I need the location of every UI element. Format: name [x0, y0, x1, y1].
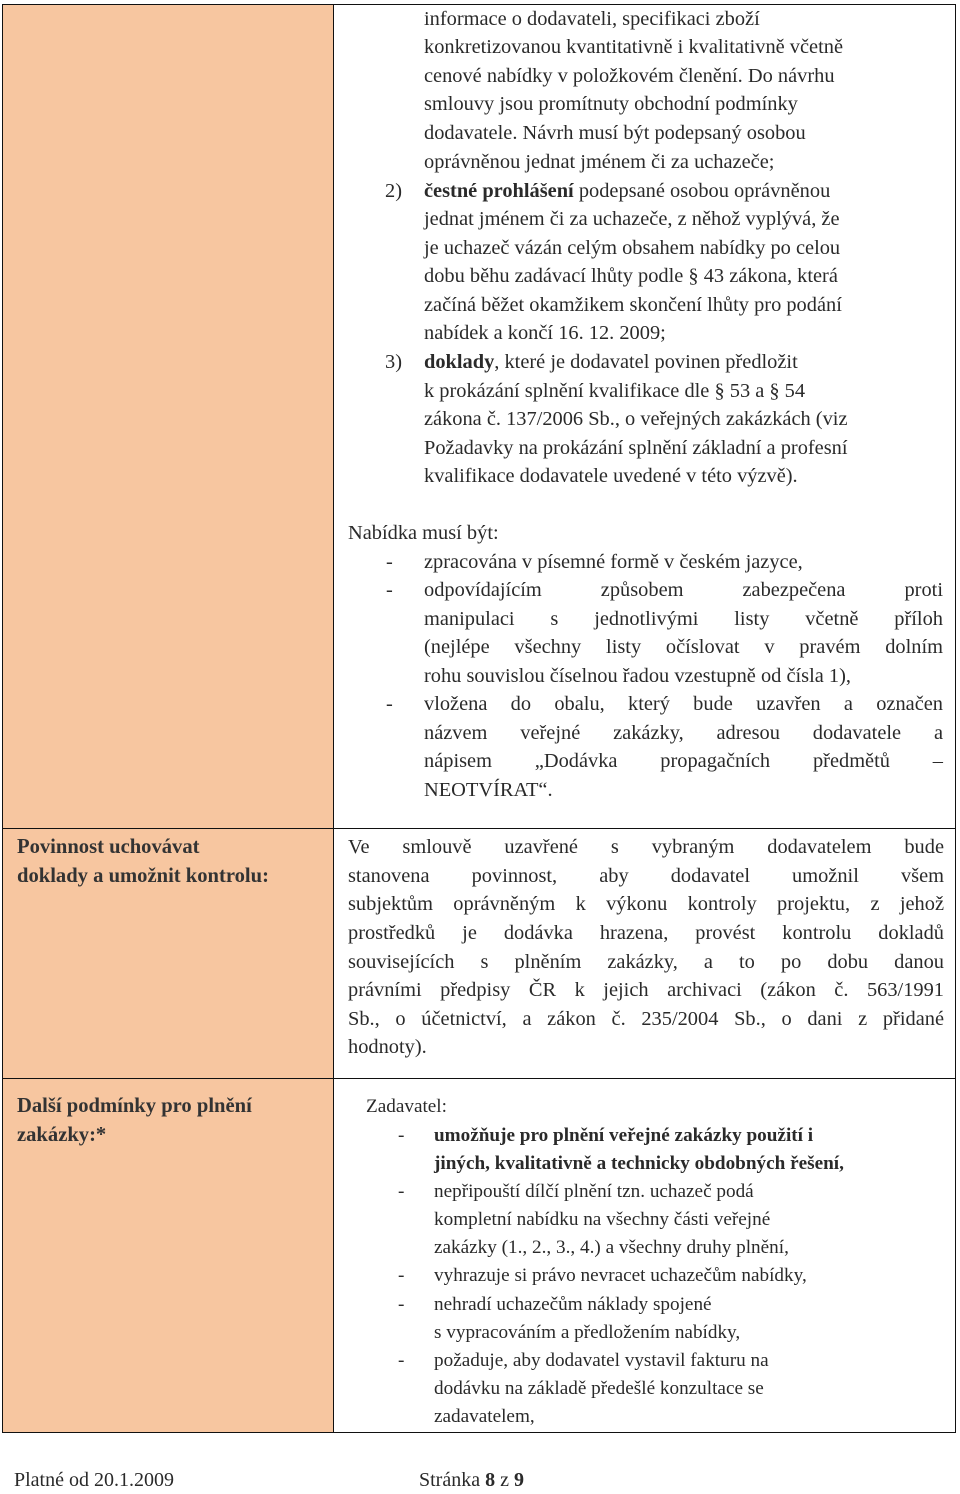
conditions-item-5-line-2: dodávku na základě předešlé konzultace se	[434, 1378, 764, 1399]
inspection-line: souvisejících s plněním zakázky, a to po dobu danou	[348, 951, 944, 973]
section-other-conditions-label-cell	[2, 1079, 334, 1432]
offer-item-2-line-4: rohu souvislou číselnou řadou vzestupně od čísla 1),	[424, 665, 851, 687]
item3-line-4: Požadavky na prokázání splnění základní a profesní	[424, 437, 848, 459]
conditions-item-2-line-2: kompletní nabídku na všechny části veřejné	[434, 1209, 771, 1230]
item2-line-3: je uchazeč vázán celým obsahem nabídky po celou	[424, 237, 841, 259]
para1-line: informace o dodavateli, specifikaci zboží	[424, 8, 760, 30]
para1-line: oprávněnou jednat jménem či za uchazeče;	[424, 151, 775, 173]
offer-heading: Nabídka musí být:	[348, 522, 499, 544]
item2-line-1: podepsané osobou oprávněnou	[573, 180, 831, 202]
conditions-dash: -	[398, 1125, 405, 1146]
offer-dash: -	[386, 579, 393, 601]
conditions-dash: -	[398, 1350, 405, 1371]
offer-item-3-line-4: NEOTVÍRAT“.	[424, 779, 553, 801]
para1-line: konkretizovanou kvantitativně i kvalitativně včetně	[424, 36, 844, 58]
offer-item-2-line-1: odpovídajícím způsobem zabezpečena proti	[424, 579, 943, 601]
item2-line-5: začíná běžet okamžikem skončení lhůty pro podání	[424, 294, 842, 316]
conditions-item-4-line-1: nehradí uchazečům náklady spojené	[434, 1294, 712, 1315]
conditions-item-1-line-2: jiných, kvalitativně a technicky obdobných řešení,	[434, 1153, 844, 1174]
item3-bold: doklady	[424, 351, 495, 373]
item2-line-4: dobu běhu zadávací lhůty podle § 43 zákona, která	[424, 265, 838, 287]
inspection-line: prostředků je dodávka hrazena, provést kontrolu dokladů	[348, 922, 944, 944]
footer-page-current: 8	[485, 1469, 496, 1491]
section-offer-label-cell	[2, 5, 334, 829]
offer-dash: -	[386, 693, 393, 715]
conditions-item-3-line-1: vyhrazuje si právo nevracet uchazečům nabídky,	[434, 1265, 807, 1286]
conditions-label-line-1: Další podmínky pro plnění	[17, 1095, 252, 1117]
conditions-item-2-line-3: zakázky (1., 2., 3., 4.) a všechny druhy plnění,	[434, 1237, 789, 1258]
item3-line-2: k prokázání splnění kvalifikace dle § 53 a § 54	[424, 380, 806, 402]
conditions-heading: Zadavatel:	[366, 1096, 447, 1117]
item2-line-6: nabídek a končí 16. 12. 2009;	[424, 322, 666, 344]
item3-number: 3)	[385, 351, 402, 373]
offer-item-3-line-2: názvem veřejné zakázky, adresou dodavatele a	[424, 722, 943, 744]
inspection-line: Ve smlouvě uzavřené s vybraným dodavatelem bude	[348, 836, 944, 858]
offer-item-2-line-2: manipulaci s jednotlivými listy včetně příloh	[424, 608, 943, 630]
item2-line-2: jednat jménem či za uchazeče, z něhož vyplývá, že	[424, 208, 840, 230]
inspection-line: Sb., o účetnictví, a zákon č. 235/2004 Sb., o dani z přidané	[348, 1008, 944, 1030]
inspection-label-line-2: doklady a umožnit kontrolu:	[17, 865, 269, 887]
offer-dash: -	[386, 551, 393, 573]
para1-line: dodavatele. Návrh musí být podepsaný osobou	[424, 122, 806, 144]
inspection-line: hodnoty).	[348, 1036, 427, 1058]
conditions-item-2-line-1: nepřipouští dílčí plnění tzn. uchazeč podá	[434, 1181, 754, 1202]
item3-line-3: zákona č. 137/2006 Sb., o veřejných zakázkách (viz	[424, 408, 848, 430]
conditions-item-4-line-2: s vypracováním a předložením nabídky,	[434, 1322, 741, 1343]
para1-line: cenové nabídky v položkovém členění. Do návrhu	[424, 65, 835, 87]
footer-page-number	[419, 1466, 524, 1494]
item2-bold: čestné prohlášení	[424, 180, 574, 202]
item3-line-5: kvalifikace dodavatele uvedené v této výzvě).	[424, 465, 798, 487]
conditions-dash: -	[398, 1265, 405, 1286]
item2-line	[424, 177, 830, 206]
offer-item-1-line-1: zpracována v písemné formě v českém jazyce,	[424, 551, 803, 573]
conditions-label-line-2: zakázky:*	[17, 1124, 107, 1146]
inspection-line: stanovena povinnost, aby dodavatel umožnil všem	[348, 865, 944, 887]
inspection-line: subjektům oprávněným k výkonu kontroly projektu, z jehož	[348, 893, 944, 915]
offer-item-3-line-1: vložena do obalu, který bude uzavřen a označen	[424, 693, 943, 715]
inspection-label-line-1: Povinnost uchovávat	[17, 836, 200, 858]
footer-valid-from: Platné od 20.1.2009	[14, 1469, 174, 1491]
conditions-item-1-line-1: umožňuje pro plnění veřejné zakázky použití i	[434, 1125, 814, 1146]
section-inspection-label-cell	[2, 829, 334, 1079]
conditions-item-5-line-3: zadavatelem,	[434, 1406, 535, 1427]
conditions-dash: -	[398, 1294, 405, 1315]
conditions-dash: -	[398, 1181, 405, 1202]
item3-line	[424, 348, 798, 377]
item2-number: 2)	[385, 180, 402, 202]
offer-item-2-line-3: (nejlépe všechny listy očíslovat v pravém dolním	[424, 636, 943, 658]
para1-line: smlouvy jsou promítnuty obchodní podmínky	[424, 93, 798, 115]
footer-page-total: 9	[513, 1469, 524, 1491]
offer-item-3-line-3: nápisem „Dodávka propagačních předmětů –	[424, 750, 943, 772]
conditions-item-5-line-1: požaduje, aby dodavatel vystavil fakturu na	[434, 1350, 769, 1371]
footer-of-word: z	[500, 1469, 509, 1491]
item3-line-1: , které je dodavatel povinen předložit	[494, 351, 798, 373]
inspection-line: právními předpisy ČR k jejich archivaci (zákon č. 563/1991	[348, 979, 944, 1001]
footer-page-word: Stránka	[419, 1469, 481, 1491]
